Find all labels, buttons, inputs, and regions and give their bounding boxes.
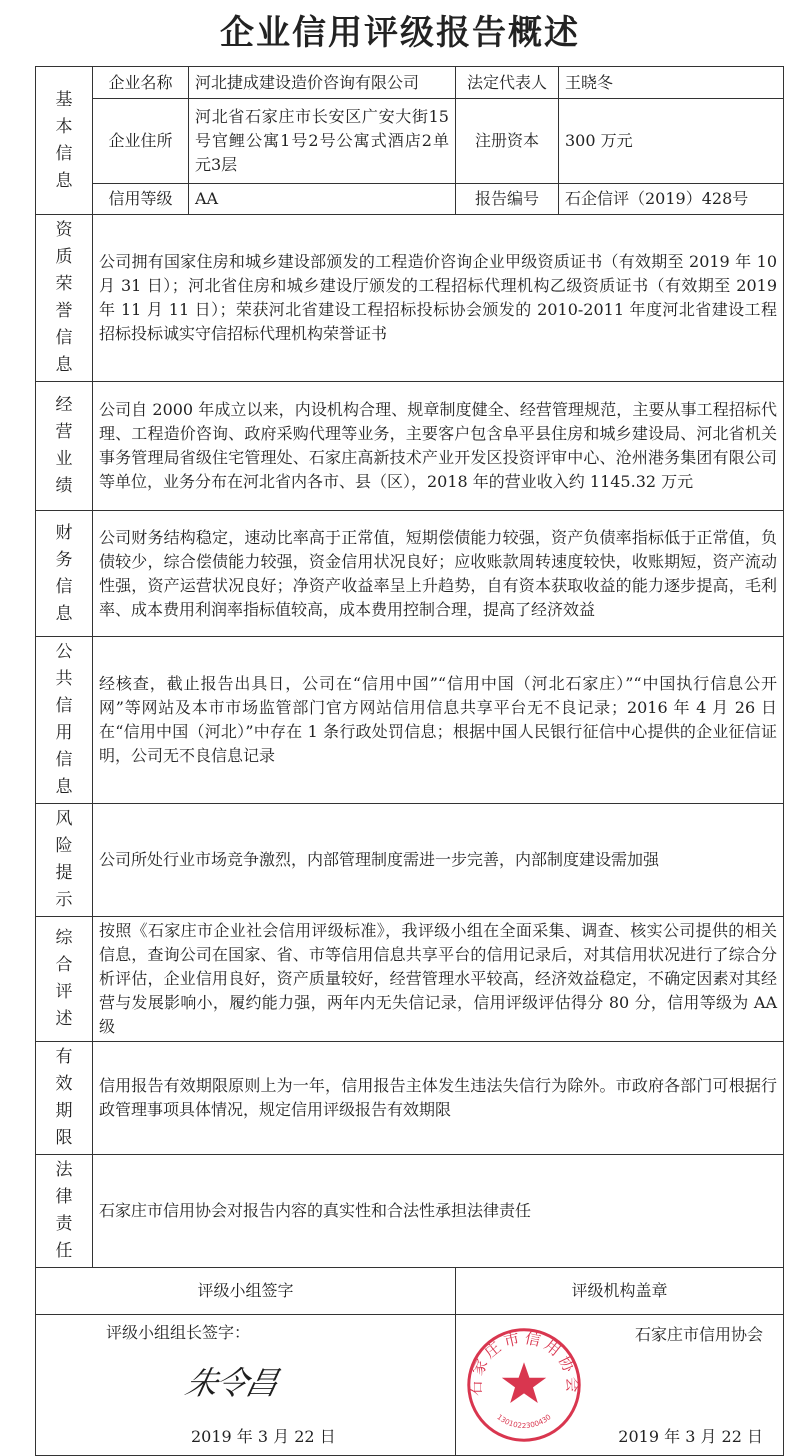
risk-label: 风险提示	[36, 804, 93, 917]
risk-text: 公司所处行业市场竞争激烈，内部管理制度需进一步完善，内部制度建设需加强	[93, 804, 784, 917]
group-signature-cell	[36, 1315, 456, 1456]
summary-text: 按照《石家庄市企业社会信用评级标准》，我评级小组在全面采集、调查、核实公司提供的相关信息，查询公司在国家、省、市等信用信息共享平台的信用记录后，对其信用状况进行了综合分析评估，企业信用良好，资产质量较好，经营管理水平较高，经济效益稳定，不确定因素对其经营与发展影响小，履约能力强，两年内无失信记录，信用评级评估得分 80 分，信用等级为 AA 级	[93, 917, 784, 1042]
finance-label: 财务信息	[36, 511, 93, 637]
org-seal-header: 评级机构盖章	[456, 1268, 784, 1315]
seal-text: 石家庄市信用协会	[466, 1328, 582, 1397]
company-name-key: 企业名称	[93, 67, 189, 99]
handwritten-signature: 朱令昌	[181, 1364, 281, 1402]
leader-signature-label: 评级小组组长签字：	[106, 1323, 251, 1342]
qualification-label: 资质荣誉信息	[36, 215, 93, 382]
capital-value: 300 万元	[559, 99, 784, 184]
org-seal-cell	[456, 1315, 784, 1456]
business-text: 公司自 2000 年成立以来，内设机构合理、规章制度健全、经营管理规范，主要从事工程招标代理、工程造价咨询、政府采购代理等业务，主要客户包含阜平县住房和城乡建设局、河北省机关事务管理局省级住宅管理处、石家庄高新技术产业开发区投资评审中心、沧州港务集团有限公司等单位，业务分布在河北省内各市、县（区），2018 年的营业收入约 1145.32 万元	[93, 382, 784, 511]
report-number-key: 报告编号	[456, 184, 559, 215]
org-seal-date: 2019 年 3 月 22 日	[618, 1427, 763, 1446]
finance-text: 公司财务结构稳定，速动比率高于正常值，短期偿债能力较强，资产负债率指标低于正常值，负债较少，综合偿债能力较强，资金信用状况良好；应收账款周转速度较快，收账期短，资产流动性强，资产运营状况良好；净资产收益率呈上升趋势，自有资本获取收益的能力逐步提高，毛利率、成本费用利润率指标值较高，成本费用控制合理，提高了经济效益	[93, 511, 784, 637]
validity-label: 有效期限	[36, 1042, 93, 1155]
report-table	[35, 66, 784, 1456]
company-name-value: 河北捷成建设造价咨询有限公司	[189, 67, 456, 99]
address-value: 河北省石家庄市长安区广安大街15号官鲤公寓1号2号公寓式酒店2单元3层	[189, 99, 456, 184]
seal-number: 1301022300430	[495, 1412, 553, 1431]
page-title: 企业信用评级报告概述	[220, 13, 580, 53]
legal-rep-value: 王晓冬	[559, 67, 784, 99]
official-seal	[464, 1325, 584, 1445]
summary-label: 综合评述	[36, 917, 93, 1042]
legal-text: 石家庄市信用协会对报告内容的真实性和合法性承担法律责任	[93, 1155, 784, 1268]
credit-grade-key: 信用等级	[93, 184, 189, 215]
seal-star-icon	[502, 1362, 546, 1403]
public-credit-label: 公共信用信息	[36, 637, 93, 804]
public-credit-text: 经核查，截止报告出具日，公司在“信用中国”“信用中国（河北石家庄）”“中国执行信息公开网”等网站及本市市场监管部门官方网站信用信息共享平台无不良记录；2016 年 4 月 26 日在“信用中国（河北）”中存在 1 条行政处罚信息；根据中国人民银行征信中心提供的企业征信证明，公司无不良信息记录	[93, 637, 784, 804]
qualification-text: 公司拥有国家住房和城乡建设部颁发的工程造价咨询企业甲级资质证书（有效期至 2019 年 10 月 31 日）；河北省住房和城乡建设厅颁发的工程招标代理机构乙级资质证书（有效期至 2019 年 11 月 11 日）；荣获河北省建设工程招标投标协会颁发的 2010-2011 年度河北省建设工程招标投标诚实守信招标代理机构荣誉证书	[93, 215, 784, 382]
legal-rep-key: 法定代表人	[456, 67, 559, 99]
business-label: 经营业绩	[36, 382, 93, 511]
group-signature-header: 评级小组签字	[36, 1268, 456, 1315]
credit-grade-value: AA	[189, 184, 456, 215]
validity-text: 信用报告有效期限原则上为一年，信用报告主体发生违法失信行为除外。市政府各部门可根据行政管理事项具体情况，规定信用评级报告有效期限	[93, 1042, 784, 1155]
capital-key: 注册资本	[456, 99, 559, 184]
address-key: 企业住所	[93, 99, 189, 184]
legal-label: 法律责任	[36, 1155, 93, 1268]
report-number-value: 石企信评（2019）428号	[559, 184, 784, 215]
basic-section-label: 基本信息	[36, 67, 93, 215]
group-sign-date: 2019 年 3 月 22 日	[191, 1427, 336, 1446]
org-name: 石家庄市信用协会	[634, 1325, 763, 1344]
